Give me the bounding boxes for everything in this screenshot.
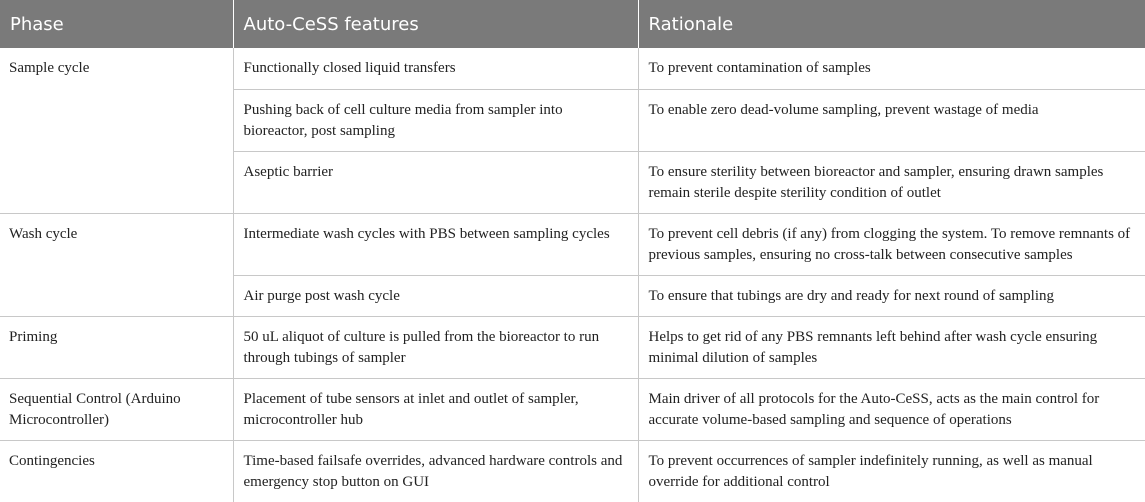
rationale-cell: To prevent occurrences of sampler indefinitely running, as well as manual override for additional control <box>648 452 1093 490</box>
table-header <box>0 0 1145 48</box>
table-row <box>0 48 1145 89</box>
header-row <box>0 0 1145 48</box>
phase-cell: Wash cycle <box>0 213 233 316</box>
rationale-cell: To prevent contamination of samples <box>638 48 1145 89</box>
feature-cell: Functionally closed liquid transfers <box>233 48 638 89</box>
phase-cell: Sequential Control (Arduino Microcontroller) <box>0 378 233 440</box>
table-body <box>0 48 1145 502</box>
header-features: Auto-CeSS features <box>233 0 638 48</box>
table-row <box>0 213 1145 275</box>
feature-cell: Placement of tube sensors at inlet and outlet of sampler, microcontroller hub <box>233 378 638 440</box>
phase-cell: Contingencies <box>0 440 233 502</box>
rationale-cell: Helps to get rid of any PBS remnants left behind after wash cycle ensuring minimal dilution of samples <box>638 316 1145 378</box>
feature-cell: Air purge post wash cycle <box>233 275 638 316</box>
feature-cell: Aseptic barrier <box>233 151 638 213</box>
phase-cell: Priming <box>0 316 233 378</box>
feature-cell: Time-based failsafe overrides, advanced hardware controls and emergency stop button on GUI <box>233 440 638 502</box>
feature-cell: Intermediate wash cycles with PBS between sampling cycles <box>233 213 638 275</box>
feature-cell: 50 uL aliquot of culture is pulled from the bioreactor to run through tubings of sampler <box>233 316 638 378</box>
table-row <box>0 440 1145 502</box>
feature-cell: Pushing back of cell culture media from sampler into bioreactor, post sampling <box>233 89 638 151</box>
rationale-cell: To ensure that tubings are dry and ready for next round of sampling <box>638 275 1145 316</box>
header-phase: Phase <box>0 0 233 48</box>
rationale-cell: To enable zero dead-volume sampling, prevent wastage of media <box>638 89 1145 151</box>
table-row <box>0 316 1145 378</box>
rationale-cell: To ensure sterility between bioreactor and sampler, ensuring drawn samples remain sterile despite sterility condition of outlet <box>638 151 1145 213</box>
table-row <box>0 378 1145 440</box>
phase-cell: Sample cycle <box>0 48 233 213</box>
rationale-cell: To prevent cell debris (if any) from clogging the system. To remove remnants of previous samples, ensuring no cross-talk between consecutive samples <box>638 213 1145 275</box>
rationale-cell: Main driver of all protocols for the Auto-CeSS, acts as the main control for accurate volume-based sampling and sequence of operations <box>638 378 1145 440</box>
header-rationale: Rationale <box>638 0 1145 48</box>
